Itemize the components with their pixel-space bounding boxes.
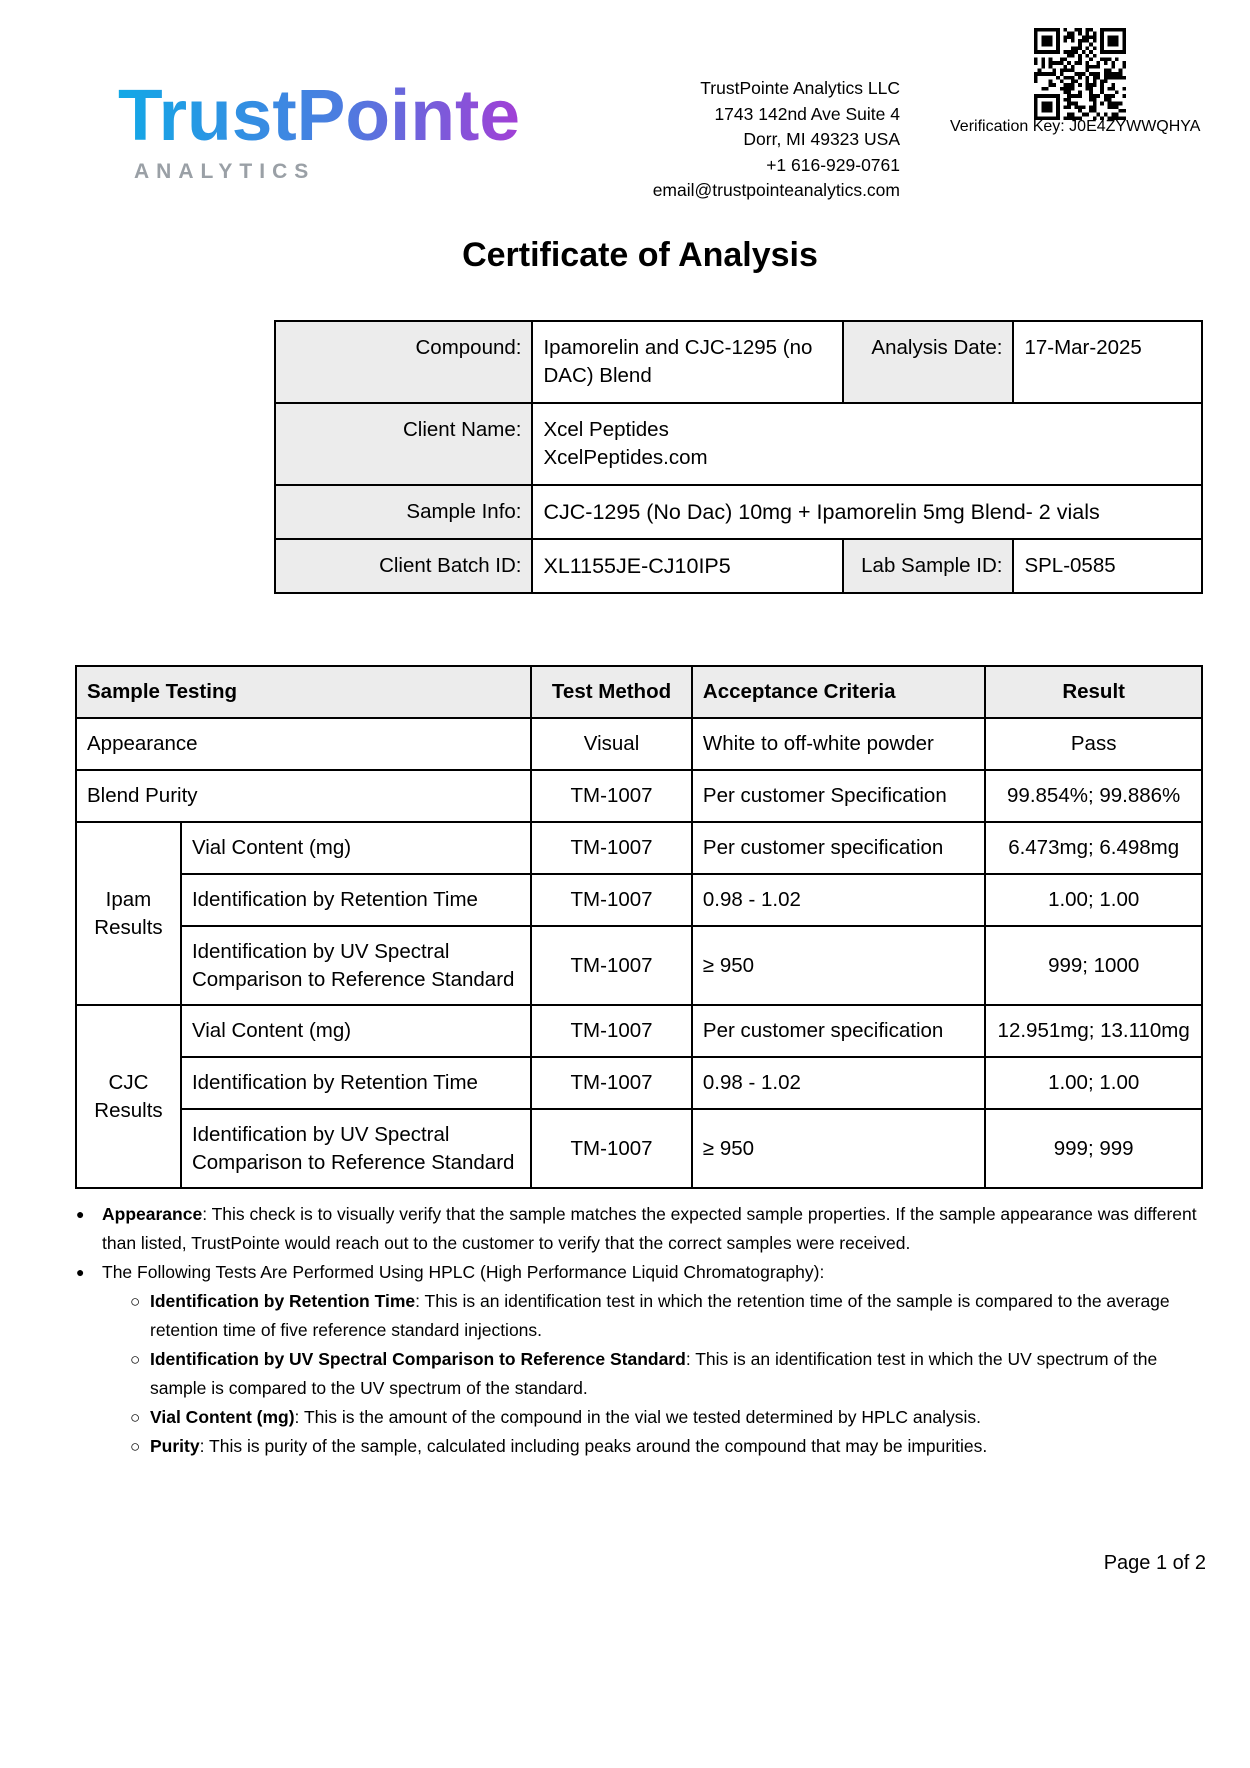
table-row bbox=[76, 822, 1202, 874]
test-result: Pass bbox=[985, 718, 1202, 770]
note-retention-time bbox=[80, 1287, 1210, 1345]
logo-wordmark: TrustPointe bbox=[118, 78, 520, 156]
verification-key: Verification Key: J0E4ZYWWQHYA bbox=[950, 118, 1201, 135]
test-result: 6.473mg; 6.498mg bbox=[985, 822, 1202, 874]
lab-sample-label: Lab Sample ID: bbox=[843, 539, 1014, 593]
acceptance-criteria: White to off-white powder bbox=[692, 718, 985, 770]
note-term: Identification by Retention Time bbox=[150, 1291, 416, 1311]
test-method: TM-1007 bbox=[531, 770, 692, 822]
test-method: TM-1007 bbox=[531, 1109, 692, 1188]
test-name: Vial Content (mg) bbox=[181, 1005, 531, 1057]
test-result: 12.951mg; 13.110mg bbox=[985, 1005, 1202, 1057]
header-result: Result bbox=[985, 666, 1202, 718]
client-batch-value: XL1155JE-CJ10IP5 bbox=[532, 539, 842, 593]
test-name: Identification by UV Spectral Comparison to Reference Standard bbox=[181, 926, 531, 1005]
client-website: XcelPeptides.com bbox=[543, 446, 708, 469]
client-name-value: Xcel Peptides bbox=[543, 418, 669, 441]
test-name: Identification by Retention Time bbox=[181, 1057, 531, 1109]
client-name-cell bbox=[532, 403, 1202, 485]
test-name: Identification by Retention Time bbox=[181, 874, 531, 926]
acceptance-criteria: ≥ 950 bbox=[692, 926, 985, 1005]
test-name: Appearance bbox=[76, 718, 531, 770]
client-batch-label: Client Batch ID: bbox=[275, 539, 532, 593]
test-result: 999; 1000 bbox=[985, 926, 1202, 1005]
qr-code-icon bbox=[1034, 28, 1126, 120]
compound-value: Ipamorelin and CJC-1295 (no DAC) Blend bbox=[532, 321, 842, 403]
test-result: 1.00; 1.00 bbox=[985, 874, 1202, 926]
note-term: Appearance bbox=[102, 1204, 203, 1224]
test-method: TM-1007 bbox=[531, 874, 692, 926]
analysis-date-value: 17-Mar-2025 bbox=[1013, 321, 1202, 403]
address-phone: +1 616-929-0761 bbox=[766, 154, 900, 175]
compound-label: Compound: bbox=[275, 321, 532, 403]
table-row bbox=[76, 1109, 1202, 1188]
acceptance-criteria: 0.98 - 1.02 bbox=[692, 874, 985, 926]
sample-info-label: Sample Info: bbox=[275, 485, 532, 539]
test-method: TM-1007 bbox=[531, 926, 692, 1005]
test-name: Blend Purity bbox=[76, 770, 531, 822]
page-number: Page 1 of 2 bbox=[1103, 1552, 1206, 1574]
company-address bbox=[560, 76, 900, 204]
note-text: : This check is to visually verify that the sample matches the expected sample properties. If the sample appearance was different than listed, TrustPointe would reach out to the customer to verify that the correct samples were received. bbox=[102, 1204, 1197, 1253]
acceptance-criteria: ≥ 950 bbox=[692, 1109, 985, 1188]
address-company: TrustPointe Analytics LLC bbox=[700, 78, 900, 98]
table-row bbox=[76, 1057, 1202, 1109]
client-name-label: Client Name: bbox=[275, 403, 532, 485]
note-appearance bbox=[80, 1200, 1210, 1258]
acceptance-criteria: 0.98 - 1.02 bbox=[692, 1057, 985, 1109]
test-method: TM-1007 bbox=[531, 822, 692, 874]
note-term: Identification by UV Spectral Comparison to Reference Standard bbox=[150, 1349, 686, 1369]
note-vial-content bbox=[80, 1403, 1210, 1432]
table-row bbox=[76, 874, 1202, 926]
test-name: Identification by UV Spectral Comparison to Reference Standard bbox=[181, 1109, 531, 1188]
sample-info-table bbox=[274, 320, 1203, 594]
group-label-ipam: Ipam Results bbox=[76, 822, 181, 1005]
header-acceptance-criteria: Acceptance Criteria bbox=[692, 666, 985, 718]
note-text: : This is the amount of the compound in the vial we tested determined by HPLC analysis. bbox=[294, 1407, 981, 1427]
header-sample-testing: Sample Testing bbox=[76, 666, 531, 718]
table-row bbox=[76, 770, 1202, 822]
table-row bbox=[76, 926, 1202, 1005]
address-city: Dorr, MI 49323 USA bbox=[743, 129, 900, 149]
note-hplc bbox=[80, 1258, 1210, 1287]
note-term: Purity bbox=[150, 1436, 200, 1456]
acceptance-criteria: Per customer Specification bbox=[692, 770, 985, 822]
test-notes bbox=[80, 1200, 1210, 1461]
table-row bbox=[76, 1005, 1202, 1057]
acceptance-criteria: Per customer specification bbox=[692, 1005, 985, 1057]
note-text: The Following Tests Are Performed Using HPLC (High Performance Liquid Chromatography): bbox=[102, 1262, 825, 1282]
test-result: 999; 999 bbox=[985, 1109, 1202, 1188]
note-uv-spectral bbox=[80, 1345, 1210, 1403]
note-term: Vial Content (mg) bbox=[150, 1407, 295, 1427]
note-text: : This is an identification test in which the retention time of the sample is compared to the average retention time of five reference standard injections. bbox=[150, 1291, 1170, 1340]
table-row bbox=[76, 718, 1202, 770]
table-header-row bbox=[76, 666, 1202, 718]
test-method: Visual bbox=[531, 718, 692, 770]
test-results-table bbox=[75, 665, 1203, 1189]
test-method: TM-1007 bbox=[531, 1057, 692, 1109]
trustpointe-logo bbox=[118, 78, 528, 188]
group-label-cjc: CJC Results bbox=[76, 1005, 181, 1188]
test-method: TM-1007 bbox=[531, 1005, 692, 1057]
logo-subtitle: ANALYTICS bbox=[134, 160, 316, 183]
address-email[interactable]: email@trustpointeanalytics.com bbox=[652, 180, 900, 200]
lab-sample-value: SPL-0585 bbox=[1013, 539, 1202, 593]
test-result: 99.854%; 99.886% bbox=[985, 770, 1202, 822]
note-text: : This is purity of the sample, calculated including peaks around the compound that may be impurities. bbox=[199, 1436, 988, 1456]
acceptance-criteria: Per customer specification bbox=[692, 822, 985, 874]
sample-info-value: CJC-1295 (No Dac) 10mg + Ipamorelin 5mg Blend- 2 vials bbox=[532, 485, 1202, 539]
page-title: Certificate of Analysis bbox=[462, 236, 818, 274]
test-result: 1.00; 1.00 bbox=[985, 1057, 1202, 1109]
note-text: : This is an identification test in which the UV spectrum of the sample is compared to the UV spectrum of the standard. bbox=[150, 1349, 1158, 1398]
analysis-date-label: Analysis Date: bbox=[843, 321, 1014, 403]
address-street: 1743 142nd Ave Suite 4 bbox=[714, 103, 900, 124]
test-name: Vial Content (mg) bbox=[181, 822, 531, 874]
note-purity bbox=[80, 1432, 1210, 1461]
header-test-method: Test Method bbox=[531, 666, 692, 718]
